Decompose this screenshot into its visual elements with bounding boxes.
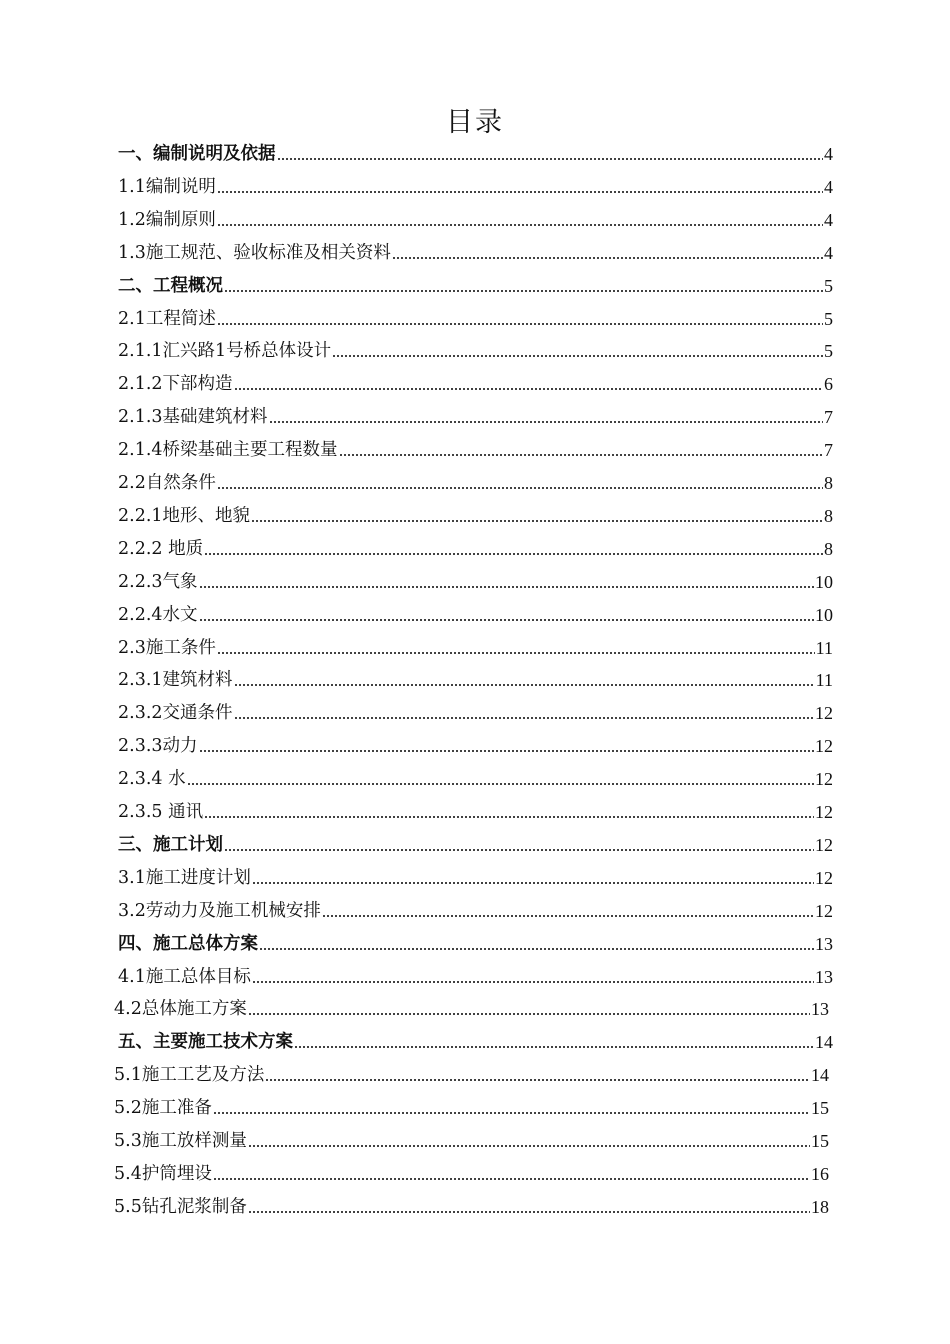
toc-entry[interactable] bbox=[118, 963, 833, 989]
toc-entry[interactable] bbox=[118, 305, 833, 331]
toc-entry-label: 4.1施工总体目标 bbox=[118, 966, 251, 987]
toc-entry[interactable] bbox=[114, 1193, 829, 1219]
toc-leader-dots bbox=[199, 586, 814, 588]
toc-entry-label: 2.2.3气象 bbox=[118, 571, 198, 592]
toc-entry-label: 5.4护筒埋设 bbox=[114, 1163, 212, 1184]
toc-entry[interactable] bbox=[114, 1094, 829, 1120]
toc-entry[interactable] bbox=[118, 765, 833, 791]
toc-entry-label: 5.1施工工艺及方法 bbox=[114, 1065, 265, 1086]
toc-entry-label: 1.3施工规范、验收标准及相关资料 bbox=[118, 242, 391, 263]
toc-leader-dots bbox=[277, 158, 824, 160]
toc-entry-label: 1.1编制说明 bbox=[118, 176, 216, 197]
toc-entry-page: 4 bbox=[824, 176, 833, 197]
toc-entry-page: 15 bbox=[811, 1098, 829, 1119]
toc-leader-dots bbox=[217, 652, 815, 654]
toc-entry-page: 7 bbox=[824, 440, 833, 461]
toc-entry-page: 4 bbox=[824, 242, 833, 263]
toc-leader-dots bbox=[204, 553, 823, 555]
toc-entry-page: 14 bbox=[811, 1065, 829, 1086]
toc-entry-label: 3.1施工进度计划 bbox=[118, 867, 251, 888]
toc-leader-dots bbox=[199, 619, 814, 621]
toc-entry[interactable] bbox=[118, 436, 833, 462]
toc-leader-dots bbox=[252, 981, 814, 983]
toc-entry-label: 2.2自然条件 bbox=[118, 473, 216, 493]
toc-entry[interactable] bbox=[118, 239, 833, 265]
toc-entry-label: 2.2.4水文 bbox=[118, 604, 198, 625]
toc-entry-page: 8 bbox=[824, 473, 833, 493]
page-title: 目录 bbox=[446, 107, 504, 138]
toc-entry-label: 2.3.4 水 bbox=[118, 769, 186, 790]
toc-entry-page: 13 bbox=[815, 966, 833, 987]
toc-leader-dots bbox=[259, 948, 814, 950]
toc-entry[interactable] bbox=[118, 732, 833, 758]
toc-entry[interactable] bbox=[118, 930, 833, 956]
toc-leader-dots bbox=[199, 750, 814, 752]
toc-entry-page: 14 bbox=[815, 1032, 833, 1053]
toc-entry-label: 五、主要施工技术方案 bbox=[118, 1032, 293, 1053]
toc-entry-page: 12 bbox=[815, 769, 833, 790]
toc-entry-page: 11 bbox=[815, 670, 833, 691]
toc-leader-dots bbox=[252, 882, 814, 884]
toc-leader-dots bbox=[234, 717, 814, 719]
toc-entry-label: 四、施工总体方案 bbox=[118, 933, 258, 954]
toc-leader-dots bbox=[234, 388, 823, 390]
toc-entry[interactable] bbox=[118, 798, 833, 824]
toc-entry[interactable] bbox=[118, 337, 833, 363]
toc-entry-label: 三、施工计划 bbox=[118, 834, 223, 855]
toc-leader-dots bbox=[224, 849, 814, 851]
toc-entry-page: 10 bbox=[815, 604, 833, 625]
toc-entry[interactable] bbox=[114, 1061, 829, 1087]
toc-entry-page: 6 bbox=[824, 374, 833, 395]
toc-entry[interactable] bbox=[118, 535, 833, 561]
toc-entry[interactable] bbox=[118, 403, 833, 429]
toc-entry-label: 2.1.3基础建筑材料 bbox=[118, 407, 268, 428]
toc-entry[interactable] bbox=[118, 206, 833, 232]
toc-entry-page: 5 bbox=[824, 341, 833, 362]
toc-entry-page: 7 bbox=[824, 407, 833, 428]
toc-leader-dots bbox=[248, 1211, 810, 1213]
toc-leader-dots bbox=[187, 783, 814, 785]
toc-entry-page: 11 bbox=[815, 637, 833, 658]
toc-entry-page: 8 bbox=[824, 538, 833, 559]
toc-entry-label: 2.3.1建筑材料 bbox=[118, 670, 233, 691]
toc-leader-dots bbox=[217, 323, 823, 325]
toc-entry-label: 2.1工程简述 bbox=[118, 308, 216, 329]
toc-entry[interactable] bbox=[114, 1127, 829, 1153]
toc-leader-dots bbox=[217, 224, 823, 226]
toc-leader-dots bbox=[217, 191, 823, 193]
toc-entry[interactable] bbox=[118, 173, 833, 199]
toc-entry-page: 8 bbox=[824, 505, 833, 526]
toc-entry-page: 4 bbox=[824, 209, 833, 230]
toc-entry[interactable] bbox=[118, 897, 833, 923]
toc-entry-label: 4.2总体施工方案 bbox=[114, 999, 247, 1020]
toc-entry-label: 一、编制说明及依据 bbox=[118, 144, 276, 164]
toc-leader-dots bbox=[213, 1178, 810, 1180]
toc-entry[interactable] bbox=[118, 601, 833, 627]
toc-entry-label: 2.2.2 地质 bbox=[118, 538, 204, 559]
toc-leader-dots bbox=[332, 355, 823, 357]
toc-entry[interactable] bbox=[118, 469, 833, 495]
toc-leader-dots bbox=[204, 816, 814, 818]
toc-entry[interactable] bbox=[114, 1160, 829, 1186]
toc-leader-dots bbox=[248, 1145, 810, 1147]
toc-entry-page: 12 bbox=[815, 802, 833, 822]
toc-leader-dots bbox=[251, 520, 823, 522]
toc-entry-page: 5 bbox=[824, 275, 833, 296]
toc-entry[interactable] bbox=[118, 831, 833, 857]
toc-entry[interactable] bbox=[118, 370, 833, 396]
toc-entry-page: 12 bbox=[815, 834, 833, 855]
toc-entry-label: 1.2编制原则 bbox=[118, 209, 216, 230]
toc-entry[interactable] bbox=[118, 699, 833, 725]
toc-entry-page: 12 bbox=[815, 736, 833, 757]
toc-entry-label: 2.1.4桥梁基础主要工程数量 bbox=[118, 440, 338, 461]
toc-entry-page: 16 bbox=[811, 1163, 829, 1184]
toc-entry-page: 12 bbox=[815, 867, 833, 888]
toc-entry-page: 12 bbox=[815, 703, 833, 724]
toc-entry[interactable] bbox=[118, 568, 833, 594]
toc-entry-page: 13 bbox=[811, 999, 829, 1020]
toc-entry-label: 2.1.1汇兴路1号桥总体设计 bbox=[118, 341, 332, 362]
toc-entry[interactable] bbox=[118, 140, 833, 166]
toc-entry-page: 10 bbox=[815, 571, 833, 592]
toc-leader-dots bbox=[217, 487, 823, 489]
toc-leader-dots bbox=[234, 684, 815, 686]
toc-entry-label: 5.5钻孔泥浆制备 bbox=[114, 1196, 247, 1217]
toc-entry[interactable] bbox=[118, 1028, 833, 1054]
toc-entry-label: 2.3.3动力 bbox=[118, 736, 198, 757]
toc-entry-page: 13 bbox=[815, 933, 833, 954]
toc-entry-label: 5.2施工准备 bbox=[114, 1098, 212, 1119]
toc-leader-dots bbox=[294, 1046, 814, 1048]
toc-leader-dots bbox=[339, 454, 823, 456]
toc-entry[interactable] bbox=[114, 995, 829, 1021]
toc-entry-label: 2.3施工条件 bbox=[118, 637, 216, 658]
toc-entry-page: 15 bbox=[811, 1131, 829, 1151]
toc-entry-label: 二、工程概况 bbox=[118, 275, 223, 296]
toc-entry[interactable] bbox=[118, 634, 833, 660]
toc-entry[interactable] bbox=[118, 502, 833, 528]
toc-entry-label: 2.2.1地形、地貌 bbox=[118, 505, 251, 526]
toc-entry-page: 4 bbox=[824, 144, 833, 164]
toc-leader-dots bbox=[392, 257, 823, 259]
toc-leader-dots bbox=[213, 1112, 810, 1114]
toc-leader-dots bbox=[248, 1013, 810, 1015]
toc-entry[interactable] bbox=[118, 666, 833, 692]
toc-leader-dots bbox=[265, 1079, 810, 1081]
toc-entry-page: 12 bbox=[815, 900, 833, 921]
toc-entry-label: 2.1.2下部构造 bbox=[118, 374, 233, 395]
toc-entry[interactable] bbox=[118, 864, 833, 890]
toc-entry-label: 2.3.2交通条件 bbox=[118, 703, 233, 724]
toc-leader-dots bbox=[224, 290, 823, 292]
toc-entry-page: 18 bbox=[811, 1196, 829, 1217]
toc-entry-label: 2.3.5 通讯 bbox=[118, 802, 204, 822]
toc-leader-dots bbox=[269, 421, 823, 423]
toc-entry-page: 5 bbox=[824, 308, 833, 329]
toc-entry-label: 3.2劳动力及施工机械安排 bbox=[118, 900, 321, 921]
toc-leader-dots bbox=[322, 915, 814, 917]
toc-entry-label: 5.3施工放样测量 bbox=[114, 1131, 247, 1151]
toc-entry[interactable] bbox=[118, 272, 833, 298]
